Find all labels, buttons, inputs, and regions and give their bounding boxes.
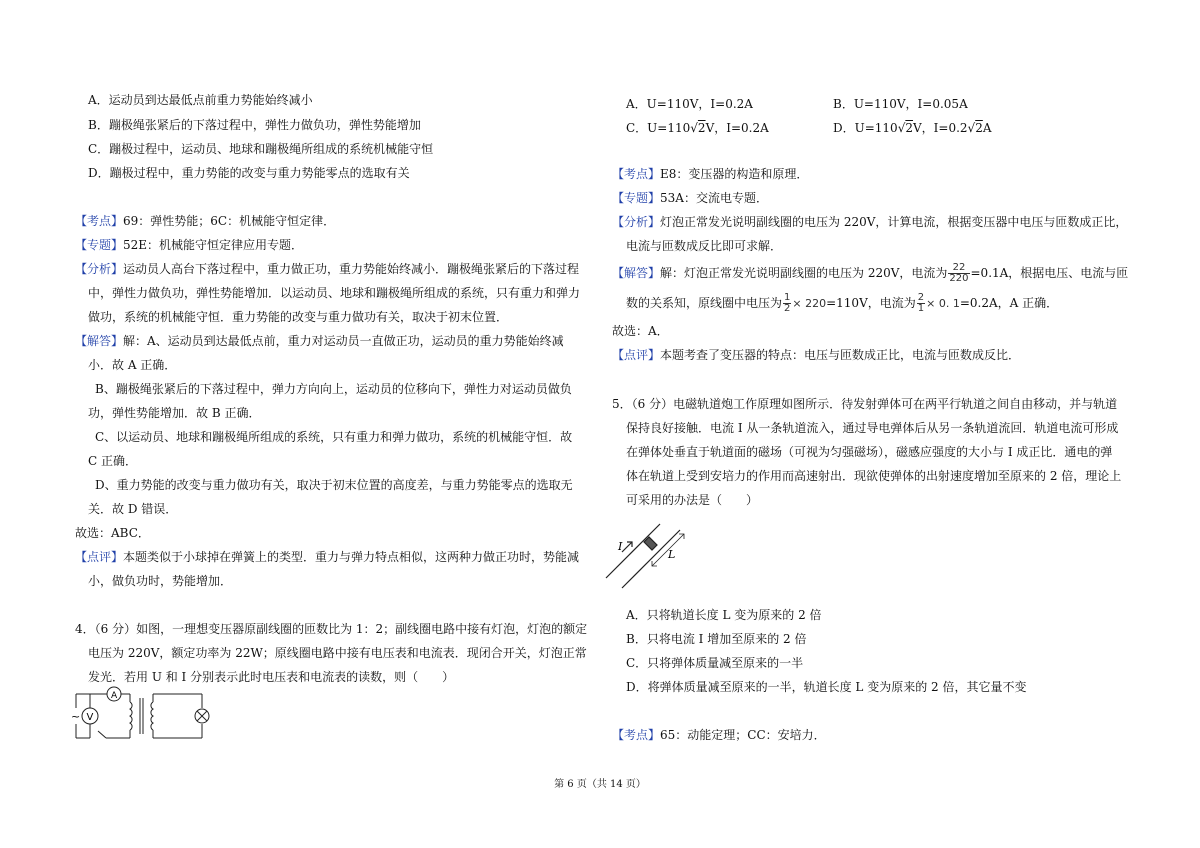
q5-option-c: C．只将弹体质量减至原来的一半 (626, 656, 804, 670)
q5-stem-line2: 保持良好接触．电流 I 从一条轨道流入，通过导电弹体后从另一条轨道流回．轨道电流可形成 (626, 421, 1119, 435)
q3-jieda-line8: 关．故 D 错误． (88, 502, 178, 516)
q4-jieda-line2: 数的关系知，原线圈中电压为 $\frac{1}{2}$ × 220=110V，电流为 $\frac{2}{1}$ × 0. 1=0.2A，A 正确． (626, 292, 1059, 314)
dianping-tag: 【点评】 (75, 550, 124, 564)
q4-zhuanti: 【专题】53A：交流电专题． (612, 191, 768, 205)
jieda-tag: 【解答】 (612, 266, 661, 280)
q5-option-b: B．只将电流 I 增加至原来的 2 倍 (626, 632, 807, 646)
jieda-tag: 【解答】 (75, 334, 124, 348)
q5-stem-line5: 可采用的办法是（ ） (626, 493, 759, 507)
railgun-diagram (600, 522, 690, 592)
q4-option-c: C．U=110√2V，I=0.2A (626, 121, 769, 135)
q4-option-d: D．U=110√2V，I=0.2√2A (833, 121, 992, 135)
q3-answer: 故选：ABC． (75, 526, 150, 540)
length-label: L (668, 548, 676, 561)
dianping-tag: 【点评】 (612, 348, 661, 362)
kaodian-tag: 【考点】 (75, 214, 124, 228)
q4-stem-line1: 4．（6 分）如图，一理想变压器原副线圈的匝数比为 1：2；副线圈电路中接有灯泡，灯泡的额定 (75, 622, 588, 636)
fraction-2-1: $\frac{2}{1}$ (917, 292, 925, 314)
fraction-1-2: $\frac{1}{2}$ (784, 292, 791, 314)
kaodian-tag: 【考点】 (612, 167, 661, 181)
q3-dianping-line2: 小，做负功时，势能增加． (88, 574, 233, 588)
q4-fenxi-line2: 电流与匝数成反比即可求解． (626, 239, 783, 253)
projectile-icon (644, 537, 657, 550)
ammeter-label: A (111, 691, 118, 701)
q5-stem-line3: 在弹体处垂直于轨道面的磁场（可视为匀强磁场），磁感应强度的大小与 I 成正比．通电的弹 (626, 445, 1113, 459)
q5-kaodian: 【考点】65：动能定理；CC：安培力． (612, 728, 826, 742)
q3-option-c: C．蹦极过程中，运动员、地球和蹦极绳所组成的系统机械能守恒 (88, 142, 434, 156)
q4-kaodian: 【考点】E8：变压器的构造和原理． (612, 167, 809, 181)
q4-option-b: B．U=110V，I=0.05A (833, 97, 968, 111)
transformer-circuit-diagram (68, 686, 218, 746)
q3-jieda-line4: 功，弹性势能增加．故 B 正确． (88, 406, 261, 420)
q3-option-b: B．蹦极绳张紧后的下落过程中，弹性力做负功，弹性势能增加 (88, 118, 421, 132)
zhuanti-tag: 【专题】 (75, 238, 124, 252)
q4-dianping: 【点评】本题考查了变压器的特点：电压与匝数成正比，电流与匝数成反比． (612, 348, 1021, 362)
q3-jieda-line7: D、重力势能的改变与重力做功有关，取决于初末位置的高度差，与重力势能零点的选取无 (95, 478, 573, 492)
fenxi-tag: 【分析】 (75, 262, 124, 276)
q5-option-a: A．只将轨道长度 L 变为原来的 2 倍 (626, 608, 822, 622)
q3-option-a: A．运动员到达最低点前重力势能始终减小 (88, 93, 313, 107)
q4-stem-line2: 电压为 220V，额定功率为 22W；原线圈电路中接有电压表和电流表．现闭合开关，灯泡正常 (88, 646, 587, 660)
q3-fenxi: 【分析】运动员人高台下落过程中，重力做正功，重力势能始终减小．蹦极绳张紧后的下落过程 (75, 262, 580, 276)
current-label: I (618, 540, 623, 553)
q4-answer: 故选：A． (612, 324, 669, 338)
fenxi-tag: 【分析】 (612, 215, 661, 229)
q5-option-d: D．将弹体质量减至原来的一半，轨道长度 L 变为原来的 2 倍，其它量不变 (626, 680, 1027, 694)
q3-option-d: D．蹦极过程中，重力势能的改变与重力势能零点的选取有关 (88, 166, 410, 180)
q3-jieda: 【解答】解：A、运动员到达最低点前，重力对运动员一直做正功，运动员的重力势能始终减 (75, 334, 564, 348)
q3-jieda-line3: B、蹦极绳张紧后的下落过程中，弹力方向向上，运动员的位移向下，弹性力对运动员做负 (95, 382, 572, 396)
q3-fenxi-line3: 做功，系统的机械能守恒．重力势能的改变与重力做功有关，取决于初末位置． (88, 310, 509, 324)
q3-kaodian: 【考点】69：弹性势能；6C：机械能守恒定律． (75, 214, 336, 228)
q3-jieda-line5: C、以运动员、地球和蹦极绳所组成的系统，只有重力和弹力做功，系统的机械能守恒．故 (95, 430, 573, 444)
q4-fenxi: 【分析】灯泡正常发光说明副线圈的电压为 220V，计算电流，根据变压器中电压与匝数成正比， (612, 215, 1128, 229)
q4-option-a: A．U=110V，I=0.2A (626, 97, 753, 111)
q3-jieda-line6: C 正确． (88, 454, 137, 468)
q4-stem-line3: 发光．若用 U 和 I 分别表示此时电压表和电流表的读数，则（ ） (88, 670, 455, 684)
q4-jieda: 【解答】解：灯泡正常发光说明副线圈的电压为 220V，电流为 $\frac{22}{220}$ =0.1A，根据电压、电流与匝 (612, 262, 1129, 284)
q5-stem-line4: 体在轨道上受到安培力的作用而高速射出．现欲使弹体的出射速度增加至原来的 2 倍，理论上 (626, 469, 1122, 483)
q5-stem-line1: 5．（6 分）电磁轨道炮工作原理如图所示．待发射弹体可在两平行轨道之间自由移动，并与轨道 (612, 397, 1118, 411)
voltmeter-label: V (86, 712, 94, 723)
q3-jieda-line2: 小．故 A 正确． (88, 358, 177, 372)
page-footer: 第 6 页（共 14 页） (554, 779, 646, 790)
q3-fenxi-line2: 中，弹性力做负功，弹性势能增加．以运动员、地球和蹦极绳所组成的系统，只有重力和弹力 (88, 286, 581, 300)
kaodian-tag: 【考点】 (612, 728, 661, 742)
q3-dianping: 【点评】本题类似于小球掉在弹簧上的类型．重力与弹力特点相似，这两种力做正功时，势能减 (75, 550, 580, 564)
ac-source-icon: ~ (71, 710, 81, 723)
fraction-22-220: $\frac{22}{220}$ (949, 262, 969, 284)
q3-zhuanti: 【专题】52E：机械能守恒定律应用专题． (75, 238, 304, 252)
zhuanti-tag: 【专题】 (612, 191, 661, 205)
